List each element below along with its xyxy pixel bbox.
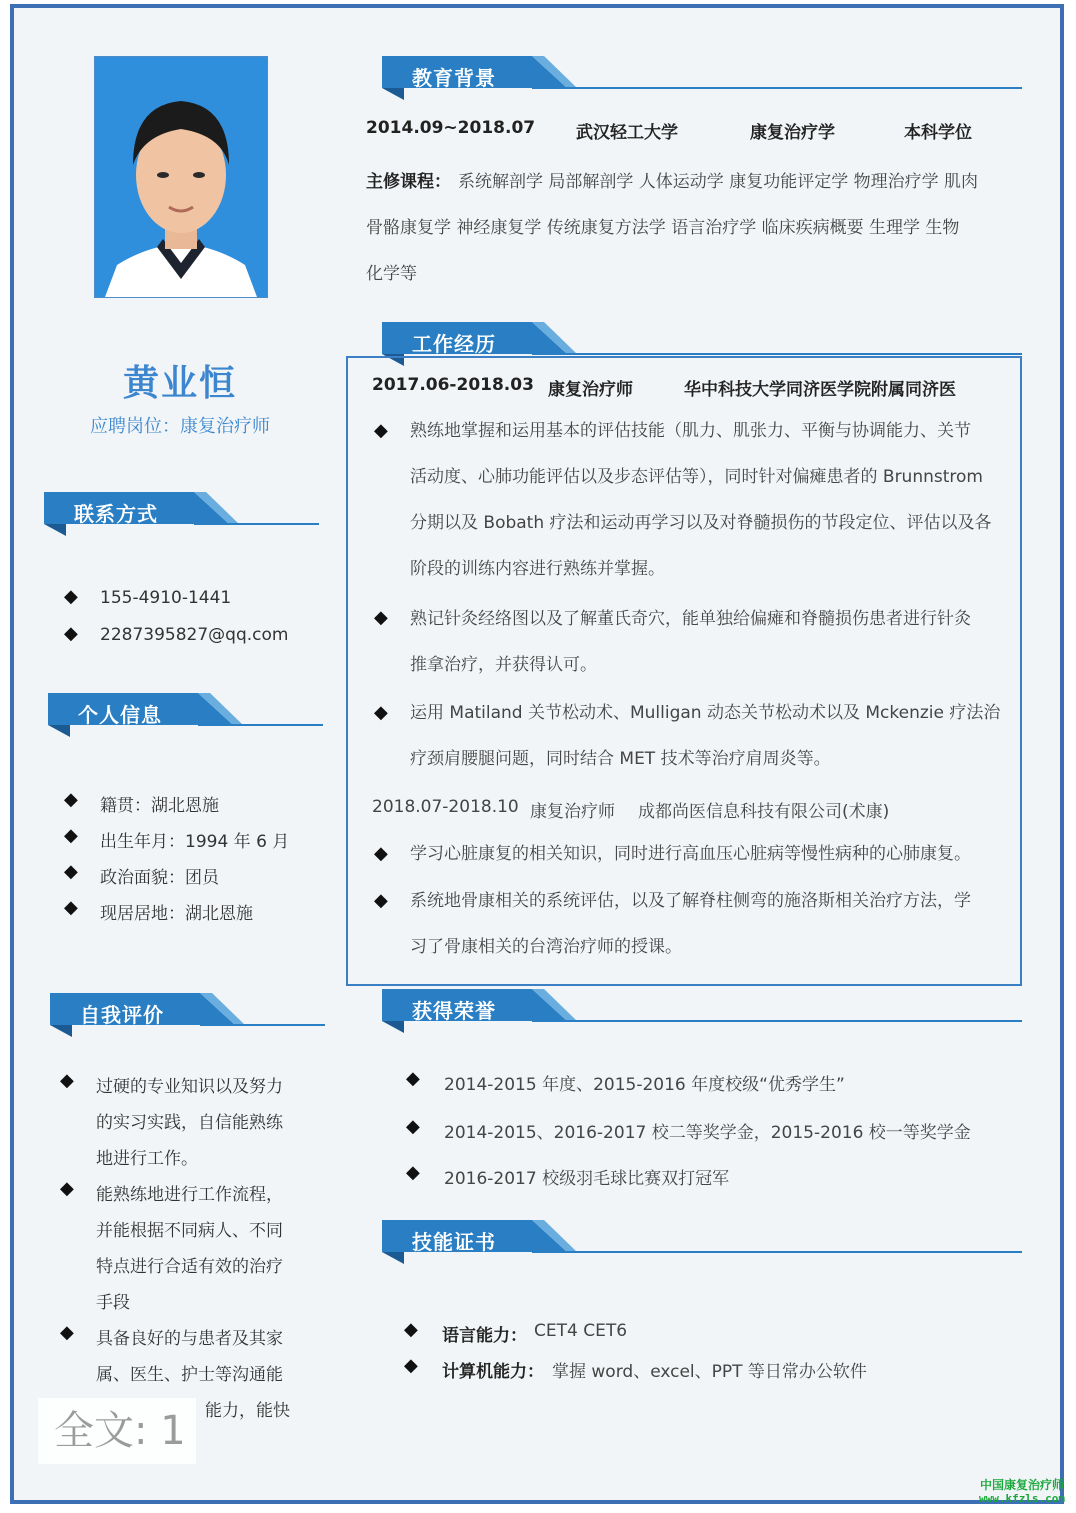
education-period: 2014.09~2018.07 — [366, 118, 536, 138]
job-title: 康复治疗师 — [530, 802, 615, 822]
personal-item: 出生年月：1994 年 6 月 — [100, 832, 290, 852]
self-eval-line: 并能根据不同病人、不同 — [96, 1221, 283, 1241]
section-title-work: 工作经历 — [412, 332, 496, 356]
bullet-icon: ◆ — [60, 1178, 74, 1199]
section-title-education: 教育背景 — [412, 66, 496, 90]
section-title-self-eval: 自我评价 — [80, 1003, 164, 1027]
section-title-personal: 个人信息 — [78, 703, 162, 727]
job-duty-line: 熟练地掌握和运用基本的评估技能（肌力、肌张力、平衡与协调能力、关节 — [410, 421, 971, 441]
education-school: 武汉轻工大学 — [576, 123, 678, 143]
bullet-icon: ◆ — [374, 702, 388, 723]
section-header-education — [382, 56, 1022, 94]
bullet-icon: ◆ — [374, 420, 388, 441]
section-header-work — [382, 322, 1022, 360]
bullet-icon: ◆ — [64, 825, 78, 846]
job-organization: 成都尚医信息科技有限公司(术康) — [638, 802, 890, 822]
bullet-icon: ◆ — [374, 890, 388, 911]
personal-item: 政治面貌：团员 — [100, 868, 219, 888]
bullet-icon: ◆ — [64, 789, 78, 810]
bullet-icon: ◆ — [60, 1070, 74, 1091]
skill-value: 掌握 word、excel、PPT 等日常办公软件 — [552, 1362, 867, 1382]
skill-label: 语言能力： — [442, 1326, 527, 1346]
bullet-icon: ◆ — [64, 586, 78, 607]
self-eval-line: 特点进行合适有效的治疗 — [96, 1257, 283, 1277]
email-address: 2287395827@qq.com — [100, 625, 289, 645]
bullet-icon: ◆ — [64, 897, 78, 918]
section-title-honors: 获得荣誉 — [412, 999, 496, 1023]
job-duty — [410, 596, 1020, 688]
honor-item: 2016-2017 校级羽毛球比赛双打冠军 — [444, 1169, 730, 1189]
bullet-icon: ◆ — [374, 843, 388, 864]
job-duty-line: 熟记针灸经络图以及了解董氏奇穴，能单独给偏瘫和脊髓损伤患者进行针灸 — [410, 609, 971, 629]
bullet-icon: ◆ — [406, 1068, 420, 1089]
job-period: 2017.06-2018.03 — [372, 375, 534, 395]
job-period: 2018.07-2018.10 — [372, 797, 519, 817]
education-major: 康复治疗学 — [750, 123, 835, 143]
section-header-contact — [44, 492, 319, 530]
education-degree: 本科学位 — [904, 123, 972, 143]
site-logo-name: 中国康复治疗师 — [979, 1478, 1064, 1492]
job-duty-line: 分期以及 Bobath 疗法和运动再学习以及对脊髓损伤的节段定位、评估以及各 — [410, 513, 992, 533]
section-header-self-eval — [50, 993, 325, 1031]
job-title: 康复治疗师 — [548, 380, 633, 400]
self-eval-line: 能熟练地进行工作流程， — [96, 1185, 283, 1205]
personal-item: 现居居地：湖北恩施 — [100, 904, 253, 924]
honor-item: 2014-2015、2016-2017 校二等奖学金，2015-2016 校一等奖学金 — [444, 1123, 971, 1143]
job-duty-line: 推拿治疗，并获得认可。 — [410, 655, 597, 675]
job-duty — [410, 408, 1020, 592]
personal-item: 籍贯：湖北恩施 — [100, 796, 219, 816]
job-duty — [410, 831, 1020, 877]
applied-position: 应聘岗位：康复治疗师 — [90, 416, 270, 437]
courses-line: 系统解剖学 局部解剖学 人体运动学 康复功能评定学 物理治疗学 肌肉 — [458, 172, 979, 192]
bullet-icon: ◆ — [406, 1116, 420, 1137]
job-duty-line: 习了骨康相关的台湾治疗师的授课。 — [410, 937, 682, 957]
section-title-contact: 联系方式 — [74, 502, 158, 526]
courses-line: 骨骼康复学 神经康复学 传统康复方法学 语言治疗学 临床疾病概要 生理学 生物 — [366, 218, 960, 238]
job-duty — [410, 878, 1020, 970]
candidate-name: 黄业恒 — [122, 363, 237, 404]
self-eval-line: 地进行工作。 — [96, 1149, 198, 1169]
self-eval-line: 过硬的专业知识以及努力 — [96, 1077, 283, 1097]
honor-item: 2014-2015 年度、2015-2016 年度校级“优秀学生” — [444, 1075, 845, 1095]
self-eval-line: 具备良好的与患者及其家 — [96, 1329, 283, 1349]
section-header-skills — [382, 1220, 1022, 1258]
courses-label: 主修课程： — [366, 172, 451, 192]
section-header-personal — [48, 693, 323, 731]
site-logo-url: www.kfzls.com — [978, 1492, 1066, 1505]
job-organization: 华中科技大学同济医学院附属同济医 — [684, 380, 956, 400]
bullet-icon: ◆ — [404, 1319, 418, 1340]
section-title-skills: 技能证书 — [412, 1230, 496, 1254]
job-duty-line: 学习心脏康复的相关知识，同时进行高血压心脏病等慢性病种的心肺康复。 — [410, 844, 971, 864]
site-logo — [968, 1478, 1076, 1506]
job-duty-line: 运用 Matiland 关节松动术、Mulligan 动态关节松动术以及 Mckenzie 疗法治 — [410, 703, 1001, 723]
self-eval-line: 能力，能快 — [205, 1401, 290, 1421]
courses-line: 化学等 — [366, 264, 417, 284]
bullet-icon: ◆ — [64, 623, 78, 644]
bullet-icon: ◆ — [374, 607, 388, 628]
job-duty-line: 疗颈肩腰腿问题，同时结合 MET 技术等治疗肩周炎等。 — [410, 749, 831, 769]
self-eval-line: 属、医生、护士等沟通能 — [96, 1365, 283, 1385]
bullet-icon: ◆ — [404, 1355, 418, 1376]
job-duty-line: 活动度、心肺功能评估以及步态评估等），同时针对偏瘫患者的 Brunnstrom — [410, 467, 983, 487]
bullet-icon: ◆ — [406, 1162, 420, 1183]
bullet-icon: ◆ — [64, 861, 78, 882]
job-duty-line: 阶段的训练内容进行熟练并掌握。 — [410, 559, 665, 579]
phone-number: 155-4910-1441 — [100, 588, 232, 608]
job-duty-line: 系统地骨康相关的系统评估，以及了解脊柱侧弯的施洛斯相关治疗方法，学 — [410, 891, 971, 911]
self-eval-line: 的实习实践，自信能熟练 — [96, 1113, 283, 1133]
job-duty — [410, 690, 1020, 782]
section-header-honors — [382, 989, 1022, 1027]
bullet-icon: ◆ — [60, 1322, 74, 1343]
fulltext-watermark[interactable]: 全文: 1 — [38, 1398, 196, 1464]
skill-label: 计算机能力： — [442, 1362, 544, 1382]
profile-photo — [94, 56, 268, 298]
skill-value: CET4 CET6 — [534, 1321, 628, 1341]
self-eval-line: 手段 — [96, 1293, 130, 1313]
